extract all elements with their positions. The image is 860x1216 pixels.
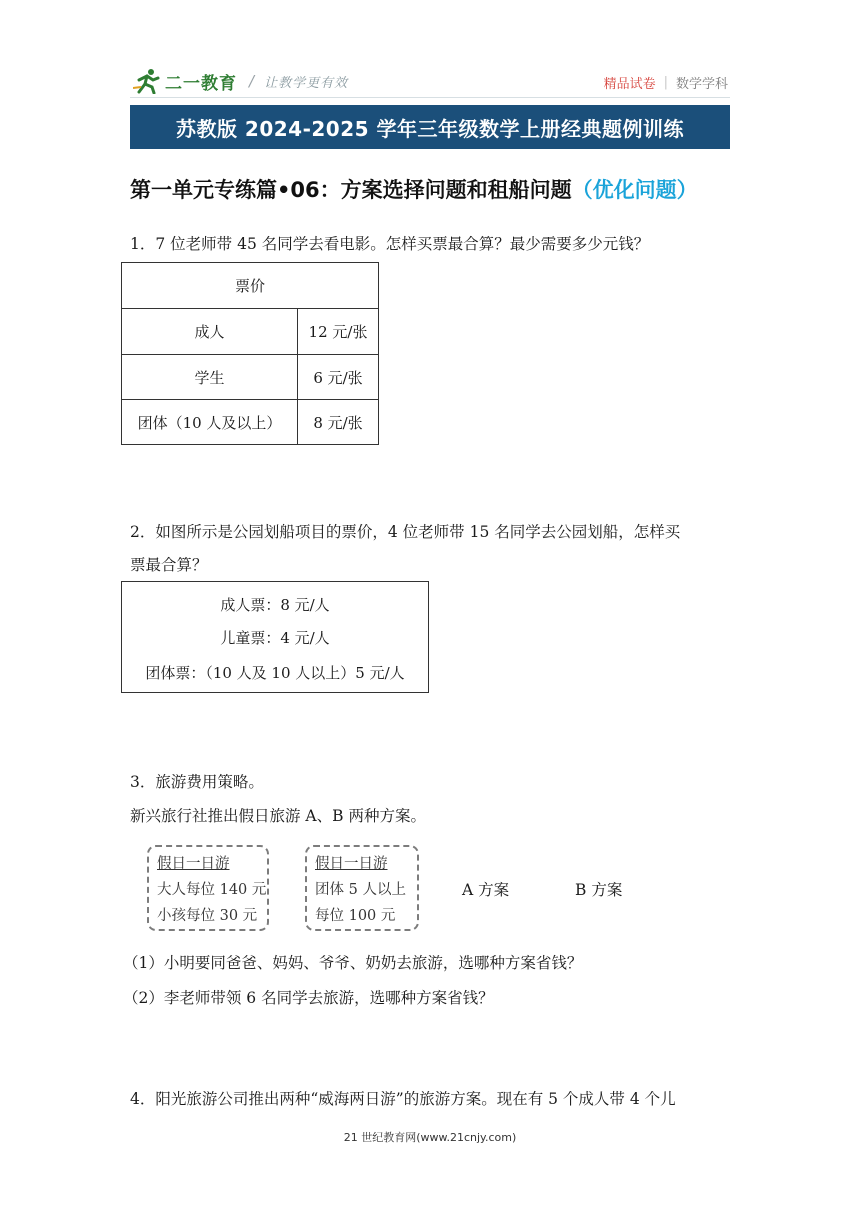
page-footer: 21 世纪教育网(www.21cnjy.com) <box>343 1131 517 1144</box>
card-line: 每位 100 元 <box>315 908 396 924</box>
question-3-sub-2: （2）李老师带领 6 名同学去旅游，选哪种方案省钱？ <box>123 989 494 1007</box>
card-title: 假日一日游 <box>315 856 388 872</box>
ticket-price-table <box>121 262 379 445</box>
plan-a-label: A 方案 <box>462 881 510 899</box>
runner-logo-icon <box>133 68 161 94</box>
card-line: 大人每位 140 元 <box>157 882 267 898</box>
table-cell-label: 成人 <box>122 309 298 355</box>
section-title-main: 第一单元专练篇•06：方案选择问题和租船问题 <box>130 178 572 202</box>
boat-price-box <box>121 581 429 693</box>
price-adult: 成人票：8 元/人 <box>220 596 330 614</box>
logo-separator: / <box>249 72 255 90</box>
table-cell-label: 团体（10 人及以上） <box>122 400 298 445</box>
plan-b-label: B 方案 <box>575 881 623 899</box>
header-rule <box>130 97 730 98</box>
title-banner: 苏教版 2024-2025 学年三年级数学上册经典题例训练 <box>130 105 730 149</box>
question-3-title: 3．旅游费用策略。 <box>130 773 264 791</box>
table-cell-price: 8 元/张 <box>298 400 379 445</box>
price-child: 儿童票：4 元/人 <box>220 629 330 647</box>
table-cell-label: 学生 <box>122 355 298 400</box>
plan-a-card <box>147 845 269 931</box>
question-4: 4．阳光旅游公司推出两种“威海两日游”的旅游方案。现在有 5 个成人带 4 个儿 <box>130 1090 676 1108</box>
table-row <box>122 309 379 355</box>
question-3-sub-1: （1）小明要同爸爸、妈妈、爷爷、奶奶去旅游，选哪种方案省钱？ <box>123 954 583 972</box>
table-row <box>122 355 379 400</box>
logo-text: 二一教育 <box>165 73 237 94</box>
table-header: 票价 <box>122 263 379 309</box>
card-line: 小孩每位 30 元 <box>157 908 258 924</box>
section-title <box>130 174 698 204</box>
header-right <box>604 73 728 92</box>
question-3-intro: 新兴旅行社推出假日旅游 A、B 两种方案。 <box>130 807 426 825</box>
table-cell-price: 12 元/张 <box>298 309 379 355</box>
brand-logo <box>133 66 348 96</box>
card-line: 团体 5 人以上 <box>315 882 406 898</box>
header-tag-subject: 数学学科 <box>675 77 728 92</box>
section-title-highlight: （优化问题） <box>571 178 698 202</box>
question-2-line-1: 2．如图所示是公园划船项目的票价，4 位老师带 15 名同学去公园划船，怎样买 <box>130 523 681 541</box>
table-row <box>122 400 379 445</box>
logo-slogan: 让教学更有效 <box>264 75 349 91</box>
plan-b-card <box>305 845 419 931</box>
question-2-line-2: 票最合算？ <box>130 556 208 574</box>
header-tag-quality: 精品试卷 <box>603 77 656 92</box>
question-1: 1．7 位老师带 45 名同学去看电影。怎样买票最合算？最少需要多少元钱？ <box>130 235 650 253</box>
header-divider: | <box>663 75 668 90</box>
card-title: 假日一日游 <box>157 856 230 872</box>
table-cell-price: 6 元/张 <box>298 355 379 400</box>
price-group: 团体票：（10 人及 10 人以上）5 元/人 <box>145 664 405 682</box>
